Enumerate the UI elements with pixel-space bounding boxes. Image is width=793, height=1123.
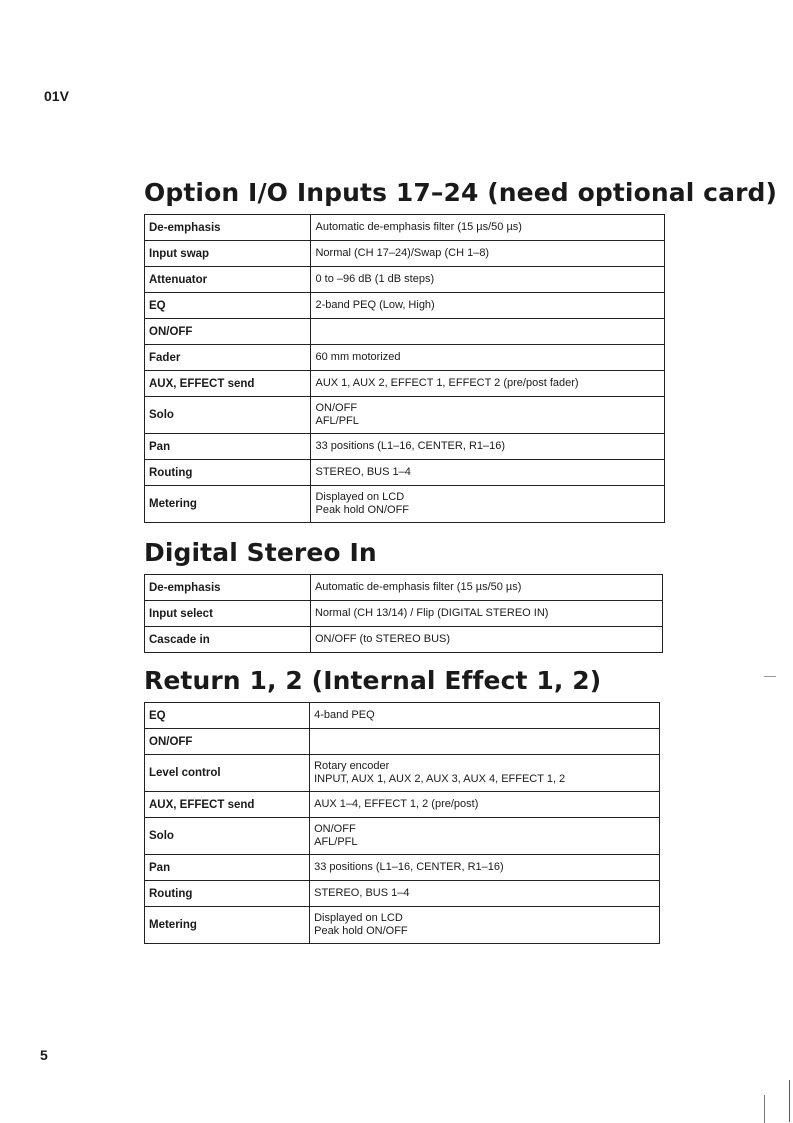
spec-value-line: ON/OFF (to STEREO BUS) xyxy=(314,633,451,645)
section-digital-stereo-in xyxy=(144,538,663,653)
spec-row xyxy=(145,881,660,907)
spec-label: Metering xyxy=(145,486,311,523)
spec-label: Solo xyxy=(145,818,310,855)
spec-row xyxy=(145,792,660,818)
spec-value xyxy=(311,397,665,434)
spec-label: Cascade in xyxy=(145,627,311,653)
spec-row xyxy=(145,345,665,371)
spec-row xyxy=(145,293,665,319)
spec-value xyxy=(310,755,660,792)
spec-label: Pan xyxy=(145,434,311,460)
spec-label: Level control xyxy=(145,755,310,792)
spec-label: Routing xyxy=(145,460,311,486)
spec-value-line: 4-band PEQ xyxy=(314,709,375,721)
spec-value xyxy=(311,434,665,460)
spec-table xyxy=(144,702,660,944)
spec-label: ON/OFF xyxy=(145,319,311,345)
spec-value xyxy=(311,241,665,267)
spec-row xyxy=(145,486,665,523)
spec-value-line: 0 to –96 dB (1 dB steps) xyxy=(315,273,435,285)
spec-value-line: 33 positions (L1–16, CENTER, R1–16) xyxy=(315,440,506,452)
spec-table xyxy=(144,574,663,653)
spec-label: Input select xyxy=(145,601,311,627)
spec-label: AUX, EFFECT send xyxy=(145,371,311,397)
spec-row xyxy=(145,855,660,881)
spec-row xyxy=(145,460,665,486)
spec-value-line: AUX 1–4, EFFECT 1, 2 (pre/post) xyxy=(314,798,479,810)
spec-row xyxy=(145,907,660,944)
spec-table xyxy=(144,214,665,523)
spec-value-line: AFL/PFL xyxy=(314,836,358,848)
spec-row xyxy=(145,575,663,601)
spec-value-line: STEREO, BUS 1–4 xyxy=(314,887,410,899)
spec-value-line: Automatic de-emphasis filter (15 µs/50 µs) xyxy=(315,221,522,233)
spec-label: ON/OFF xyxy=(145,729,310,755)
spec-row xyxy=(145,729,660,755)
spec-label: De-emphasis xyxy=(145,215,311,241)
spec-label: Metering xyxy=(145,907,310,944)
spec-label: EQ xyxy=(145,293,311,319)
spec-value xyxy=(310,907,660,944)
spec-row xyxy=(145,755,660,792)
spec-value xyxy=(310,881,660,907)
spec-value-line: Rotary encoder xyxy=(314,760,390,772)
spec-value-line: Automatic de-emphasis filter (15 µs/50 µs) xyxy=(314,581,522,593)
spec-row xyxy=(145,703,660,729)
spec-value xyxy=(310,729,660,755)
spec-row xyxy=(145,397,665,434)
spec-value xyxy=(311,267,665,293)
spec-row xyxy=(145,267,665,293)
spec-label: Pan xyxy=(145,855,310,881)
spec-row xyxy=(145,818,660,855)
spec-value xyxy=(310,792,660,818)
spec-label: Input swap xyxy=(145,241,311,267)
spec-value-line: ON/OFF xyxy=(314,823,356,835)
spec-row xyxy=(145,434,665,460)
spec-row xyxy=(145,371,665,397)
spec-value-line: 33 positions (L1–16, CENTER, R1–16) xyxy=(314,861,504,873)
spec-value xyxy=(311,293,665,319)
section-title: Return 1, 2 (Internal Effect 1, 2) xyxy=(144,666,602,695)
scan-mark xyxy=(789,1080,790,1122)
spec-value xyxy=(310,703,660,729)
page-number: 5 xyxy=(40,1047,48,1063)
spec-label: Solo xyxy=(145,397,311,434)
spec-value-line: Displayed on LCD xyxy=(315,491,405,503)
scan-mark xyxy=(764,676,776,677)
spec-value xyxy=(310,601,662,627)
spec-value xyxy=(311,460,665,486)
model-name: 01V xyxy=(44,88,69,104)
spec-label: AUX, EFFECT send xyxy=(145,792,310,818)
spec-value-line: STEREO, BUS 1–4 xyxy=(315,466,411,478)
spec-row xyxy=(145,215,665,241)
spec-row xyxy=(145,627,663,653)
spec-value-line: Normal (CH 13/14) / Flip (DIGITAL STEREO IN) xyxy=(314,607,549,619)
spec-row xyxy=(145,601,663,627)
spec-label: De-emphasis xyxy=(145,575,311,601)
spec-value-line: 2-band PEQ (Low, High) xyxy=(315,299,435,311)
section-option-io-inputs xyxy=(144,178,777,523)
spec-value xyxy=(310,818,660,855)
spec-value-line: Displayed on LCD xyxy=(314,912,403,924)
spec-value-line: ON/OFF xyxy=(315,402,358,414)
spec-value xyxy=(311,345,665,371)
spec-label: Fader xyxy=(145,345,311,371)
section-title: Digital Stereo In xyxy=(144,538,377,567)
spec-value xyxy=(311,486,665,523)
spec-row xyxy=(145,241,665,267)
section-return xyxy=(144,666,660,944)
spec-label: EQ xyxy=(145,703,310,729)
spec-value xyxy=(311,215,665,241)
spec-value-line: AFL/PFL xyxy=(315,415,359,427)
spec-value-line: Peak hold ON/OFF xyxy=(315,504,410,516)
spec-value xyxy=(310,855,660,881)
spec-label: Attenuator xyxy=(145,267,311,293)
scan-mark xyxy=(764,1095,765,1123)
spec-value xyxy=(310,575,662,601)
spec-row xyxy=(145,319,665,345)
spec-value xyxy=(311,371,665,397)
spec-value-line: INPUT, AUX 1, AUX 2, AUX 3, AUX 4, EFFECT 1, 2 xyxy=(314,773,566,785)
spec-value-line: AUX 1, AUX 2, EFFECT 1, EFFECT 2 (pre/post fader) xyxy=(315,377,579,389)
spec-value-line: Normal (CH 17–24)/Swap (CH 1–8) xyxy=(315,247,490,259)
spec-value xyxy=(311,319,665,345)
spec-value-line: 60 mm motorized xyxy=(315,351,401,363)
spec-value-line: Peak hold ON/OFF xyxy=(314,925,408,937)
section-title: Option I/O Inputs 17–24 (need optional card) xyxy=(144,178,778,207)
spec-label: Routing xyxy=(145,881,310,907)
spec-value xyxy=(310,627,662,653)
